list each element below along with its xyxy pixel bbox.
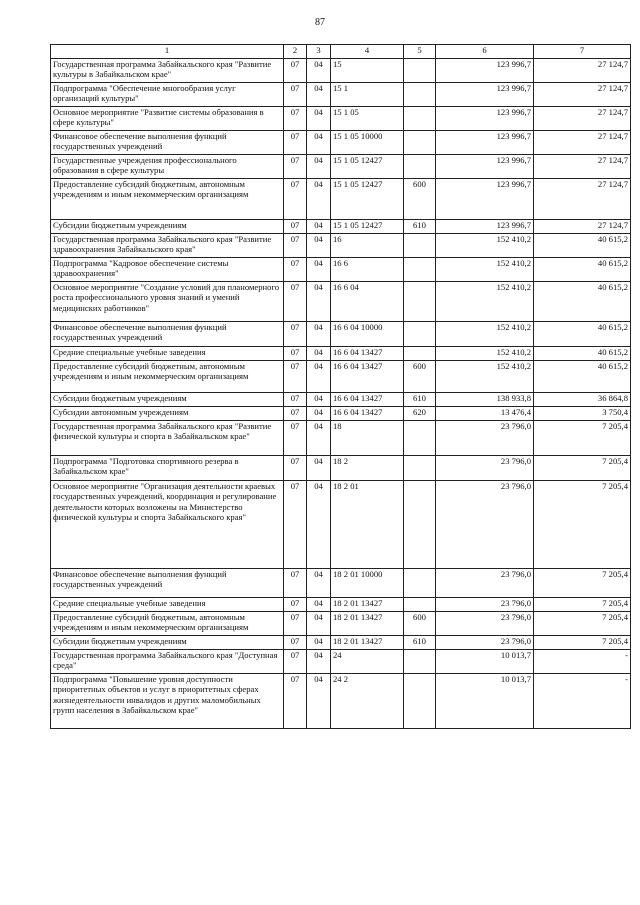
row-amount-2-cell: 7 205,4	[534, 421, 631, 456]
row-expense-type-cell: 600	[404, 612, 436, 636]
table-row	[51, 598, 631, 612]
row-target-code-cell: 16 6 04 13427	[331, 407, 404, 421]
row-subsection-cell: 04	[307, 598, 331, 612]
table-row	[51, 421, 631, 456]
table-row	[51, 612, 631, 636]
row-amount-1-cell: 23 796,0	[436, 612, 534, 636]
table-row	[51, 650, 631, 674]
row-section-cell: 07	[284, 347, 307, 361]
row-name-cell: Государственная программа Забайкальского края "Развитие физической культуры и спорта в Забайкальском крае"	[51, 421, 284, 456]
row-name-cell: Средние специальные учебные заведения	[51, 598, 284, 612]
table-row	[51, 131, 631, 155]
row-amount-2-cell: 27 124,7	[534, 59, 631, 83]
row-amount-1-cell: 152 410,2	[436, 322, 534, 347]
header-cell-target-code: 4	[331, 45, 404, 59]
row-expense-type-cell: 620	[404, 407, 436, 421]
row-target-code-cell: 18 2 01	[331, 481, 404, 569]
row-amount-1-cell: 10 013,7	[436, 674, 534, 729]
table-row	[51, 347, 631, 361]
row-subsection-cell: 04	[307, 220, 331, 234]
row-amount-2-cell: 40 615,2	[534, 258, 631, 282]
row-amount-1-cell: 10 013,7	[436, 650, 534, 674]
row-amount-2-cell: 40 615,2	[534, 234, 631, 258]
row-section-cell: 07	[284, 569, 307, 598]
row-expense-type-cell: 610	[404, 220, 436, 234]
row-target-code-cell: 16 6 04	[331, 282, 404, 322]
table-row	[51, 322, 631, 347]
row-amount-2-cell: 40 615,2	[534, 347, 631, 361]
row-expense-type-cell: 600	[404, 179, 436, 220]
row-subsection-cell: 04	[307, 569, 331, 598]
row-name-cell: Государственная программа Забайкальского края "Развитие здравоохранения Забайкальского края"	[51, 234, 284, 258]
row-expense-type-cell	[404, 131, 436, 155]
table-row	[51, 393, 631, 407]
row-amount-1-cell: 123 996,7	[436, 59, 534, 83]
row-amount-2-cell: -	[534, 674, 631, 729]
row-expense-type-cell	[404, 650, 436, 674]
row-name-cell: Государственная программа Забайкальского края "Доступная среда"	[51, 650, 284, 674]
row-expense-type-cell	[404, 234, 436, 258]
row-expense-type-cell: 610	[404, 636, 436, 650]
row-amount-2-cell: -	[534, 650, 631, 674]
row-amount-1-cell: 152 410,2	[436, 361, 534, 393]
table-row	[51, 258, 631, 282]
row-expense-type-cell	[404, 59, 436, 83]
row-section-cell: 07	[284, 107, 307, 131]
row-section-cell: 07	[284, 282, 307, 322]
table-row	[51, 569, 631, 598]
row-expense-type-cell	[404, 322, 436, 347]
row-amount-2-cell: 27 124,7	[534, 107, 631, 131]
row-subsection-cell: 04	[307, 59, 331, 83]
row-amount-2-cell: 7 205,4	[534, 612, 631, 636]
row-subsection-cell: 04	[307, 234, 331, 258]
row-target-code-cell: 16	[331, 234, 404, 258]
row-name-cell: Государственные учреждения профессионального образования в сфере культуры	[51, 155, 284, 179]
row-amount-2-cell: 27 124,7	[534, 220, 631, 234]
table-row	[51, 220, 631, 234]
row-subsection-cell: 04	[307, 155, 331, 179]
row-amount-1-cell: 123 996,7	[436, 179, 534, 220]
row-amount-1-cell: 123 996,7	[436, 83, 534, 107]
table-row	[51, 361, 631, 393]
row-amount-1-cell: 13 476,4	[436, 407, 534, 421]
row-amount-2-cell: 27 124,7	[534, 179, 631, 220]
row-name-cell: Подпрограмма "Повышение уровня доступности приоритетных объектов и услуг в приоритетных сферах жизнедеятельности инвалидов и других маломобильных групп населения в Забайкальском крае"	[51, 674, 284, 729]
row-amount-2-cell: 40 615,2	[534, 322, 631, 347]
row-subsection-cell: 04	[307, 393, 331, 407]
row-section-cell: 07	[284, 83, 307, 107]
row-target-code-cell: 15 1 05 12427	[331, 220, 404, 234]
row-name-cell: Финансовое обеспечение выполнения функций государственных учреждений	[51, 569, 284, 598]
header-row	[51, 45, 631, 59]
row-subsection-cell: 04	[307, 481, 331, 569]
table-row	[51, 234, 631, 258]
row-expense-type-cell	[404, 347, 436, 361]
header-cell-amount-2: 7	[534, 45, 631, 59]
row-target-code-cell: 15 1 05 10000	[331, 131, 404, 155]
header-cell-amount-1: 6	[436, 45, 534, 59]
row-amount-1-cell: 23 796,0	[436, 598, 534, 612]
row-amount-1-cell: 23 796,0	[436, 569, 534, 598]
row-subsection-cell: 04	[307, 674, 331, 729]
row-amount-1-cell: 23 796,0	[436, 421, 534, 456]
row-target-code-cell: 15	[331, 59, 404, 83]
row-target-code-cell: 18 2 01 13427	[331, 598, 404, 612]
row-amount-1-cell: 123 996,7	[436, 131, 534, 155]
row-section-cell: 07	[284, 674, 307, 729]
row-amount-1-cell: 23 796,0	[436, 636, 534, 650]
row-subsection-cell: 04	[307, 361, 331, 393]
row-subsection-cell: 04	[307, 131, 331, 155]
row-section-cell: 07	[284, 322, 307, 347]
row-target-code-cell: 24 2	[331, 674, 404, 729]
row-target-code-cell: 18 2 01 10000	[331, 569, 404, 598]
row-expense-type-cell	[404, 421, 436, 456]
header-cell-name: 1	[51, 45, 284, 59]
row-subsection-cell: 04	[307, 636, 331, 650]
header-cell-expense-type: 5	[404, 45, 436, 59]
row-subsection-cell: 04	[307, 258, 331, 282]
row-target-code-cell: 16 6 04 13427	[331, 361, 404, 393]
table-row	[51, 83, 631, 107]
row-section-cell: 07	[284, 179, 307, 220]
row-section-cell: 07	[284, 234, 307, 258]
row-name-cell: Средние специальные учебные заведения	[51, 347, 284, 361]
row-amount-1-cell: 138 933,8	[436, 393, 534, 407]
row-amount-1-cell: 123 996,7	[436, 155, 534, 179]
row-amount-2-cell: 7 205,4	[534, 636, 631, 650]
row-target-code-cell: 15 1	[331, 83, 404, 107]
row-section-cell: 07	[284, 393, 307, 407]
row-amount-1-cell: 152 410,2	[436, 282, 534, 322]
row-expense-type-cell	[404, 83, 436, 107]
table-row	[51, 407, 631, 421]
row-expense-type-cell	[404, 481, 436, 569]
row-name-cell: Предоставление субсидий бюджетным, автономным учреждениям и иным некоммерческим организациям	[51, 612, 284, 636]
row-target-code-cell: 18 2	[331, 456, 404, 481]
row-amount-2-cell: 3 750,4	[534, 407, 631, 421]
row-expense-type-cell	[404, 258, 436, 282]
table-row	[51, 179, 631, 220]
row-amount-2-cell: 7 205,4	[534, 456, 631, 481]
budget-table	[50, 44, 631, 729]
row-target-code-cell: 16 6 04 13427	[331, 347, 404, 361]
row-name-cell: Финансовое обеспечение выполнения функций государственных учреждений	[51, 131, 284, 155]
row-amount-2-cell: 7 205,4	[534, 598, 631, 612]
row-section-cell: 07	[284, 598, 307, 612]
row-section-cell: 07	[284, 481, 307, 569]
row-name-cell: Государственная программа Забайкальского края "Развитие культуры в Забайкальском крае"	[51, 59, 284, 83]
row-subsection-cell: 04	[307, 179, 331, 220]
table-row	[51, 59, 631, 83]
row-amount-1-cell: 152 410,2	[436, 258, 534, 282]
row-target-code-cell: 16 6 04 10000	[331, 322, 404, 347]
table-row	[51, 107, 631, 131]
row-section-cell: 07	[284, 155, 307, 179]
row-subsection-cell: 04	[307, 107, 331, 131]
row-section-cell: 07	[284, 220, 307, 234]
row-amount-1-cell: 123 996,7	[436, 220, 534, 234]
row-amount-2-cell: 27 124,7	[534, 155, 631, 179]
row-expense-type-cell: 610	[404, 393, 436, 407]
row-amount-1-cell: 23 796,0	[436, 456, 534, 481]
row-amount-2-cell: 40 615,2	[534, 282, 631, 322]
row-expense-type-cell	[404, 598, 436, 612]
row-target-code-cell: 18	[331, 421, 404, 456]
row-amount-2-cell: 27 124,7	[534, 83, 631, 107]
row-name-cell: Субсидии бюджетным учреждениям	[51, 393, 284, 407]
row-section-cell: 07	[284, 612, 307, 636]
row-amount-2-cell: 36 864,8	[534, 393, 631, 407]
row-section-cell: 07	[284, 636, 307, 650]
table-row	[51, 155, 631, 179]
table-row	[51, 481, 631, 569]
row-subsection-cell: 04	[307, 322, 331, 347]
row-amount-2-cell: 27 124,7	[534, 131, 631, 155]
row-name-cell: Предоставление субсидий бюджетным, автономным учреждениям и иным некоммерческим организациям	[51, 179, 284, 220]
row-expense-type-cell	[404, 674, 436, 729]
row-name-cell: Подпрограмма "Кадровое обеспечение системы здравоохранения"	[51, 258, 284, 282]
row-subsection-cell: 04	[307, 650, 331, 674]
row-section-cell: 07	[284, 421, 307, 456]
row-target-code-cell: 16 6	[331, 258, 404, 282]
row-expense-type-cell	[404, 282, 436, 322]
row-subsection-cell: 04	[307, 407, 331, 421]
row-amount-2-cell: 7 205,4	[534, 569, 631, 598]
row-name-cell: Субсидии бюджетным учреждениям	[51, 220, 284, 234]
row-section-cell: 07	[284, 131, 307, 155]
row-amount-2-cell: 7 205,4	[534, 481, 631, 569]
row-subsection-cell: 04	[307, 456, 331, 481]
row-amount-1-cell: 152 410,2	[436, 234, 534, 258]
row-subsection-cell: 04	[307, 83, 331, 107]
row-target-code-cell: 15 1 05 12427	[331, 155, 404, 179]
row-section-cell: 07	[284, 361, 307, 393]
row-name-cell: Основное мероприятие "Развитие системы образования в сфере культуры"	[51, 107, 284, 131]
table-row	[51, 456, 631, 481]
row-subsection-cell: 04	[307, 282, 331, 322]
row-name-cell: Финансовое обеспечение выполнения функций государственных учреждений	[51, 322, 284, 347]
row-section-cell: 07	[284, 59, 307, 83]
row-target-code-cell: 24	[331, 650, 404, 674]
row-subsection-cell: 04	[307, 421, 331, 456]
header-cell-section: 2	[284, 45, 307, 59]
row-expense-type-cell	[404, 456, 436, 481]
row-target-code-cell: 18 2 01 13427	[331, 636, 404, 650]
row-expense-type-cell: 600	[404, 361, 436, 393]
row-target-code-cell: 15 1 05 12427	[331, 179, 404, 220]
row-target-code-cell: 18 2 01 13427	[331, 612, 404, 636]
row-section-cell: 07	[284, 258, 307, 282]
row-target-code-cell: 16 6 04 13427	[331, 393, 404, 407]
row-name-cell: Основное мероприятие "Организация деятельности краевых государственных учреждений, координация и регулирование деятельности которых возложены на Министерство физической культуры и спорта Забайкальского края"	[51, 481, 284, 569]
row-target-code-cell: 15 1 05	[331, 107, 404, 131]
row-expense-type-cell	[404, 107, 436, 131]
row-section-cell: 07	[284, 650, 307, 674]
row-expense-type-cell	[404, 155, 436, 179]
row-amount-1-cell: 23 796,0	[436, 481, 534, 569]
table-row	[51, 636, 631, 650]
header-cell-subsection: 3	[307, 45, 331, 59]
row-amount-1-cell: 152 410,2	[436, 347, 534, 361]
table-row	[51, 674, 631, 729]
page-number: 87	[315, 17, 325, 28]
row-name-cell: Субсидии автономным учреждениям	[51, 407, 284, 421]
row-name-cell: Субсидии бюджетным учреждениям	[51, 636, 284, 650]
row-subsection-cell: 04	[307, 612, 331, 636]
row-name-cell: Предоставление субсидий бюджетным, автономным учреждениям и иным некоммерческим организациям	[51, 361, 284, 393]
row-amount-1-cell: 123 996,7	[436, 107, 534, 131]
row-name-cell: Основное мероприятие "Создание условий для планомерного роста профессионального уровня знаний и умений медицинских работников"	[51, 282, 284, 322]
table-row	[51, 282, 631, 322]
row-section-cell: 07	[284, 407, 307, 421]
row-expense-type-cell	[404, 569, 436, 598]
row-amount-2-cell: 40 615,2	[534, 361, 631, 393]
row-section-cell: 07	[284, 456, 307, 481]
row-subsection-cell: 04	[307, 347, 331, 361]
row-name-cell: Подпрограмма "Обеспечение многообразия услуг организаций культуры"	[51, 83, 284, 107]
row-name-cell: Подпрограмма "Подготовка спортивного резерва в Забайкальском крае"	[51, 456, 284, 481]
